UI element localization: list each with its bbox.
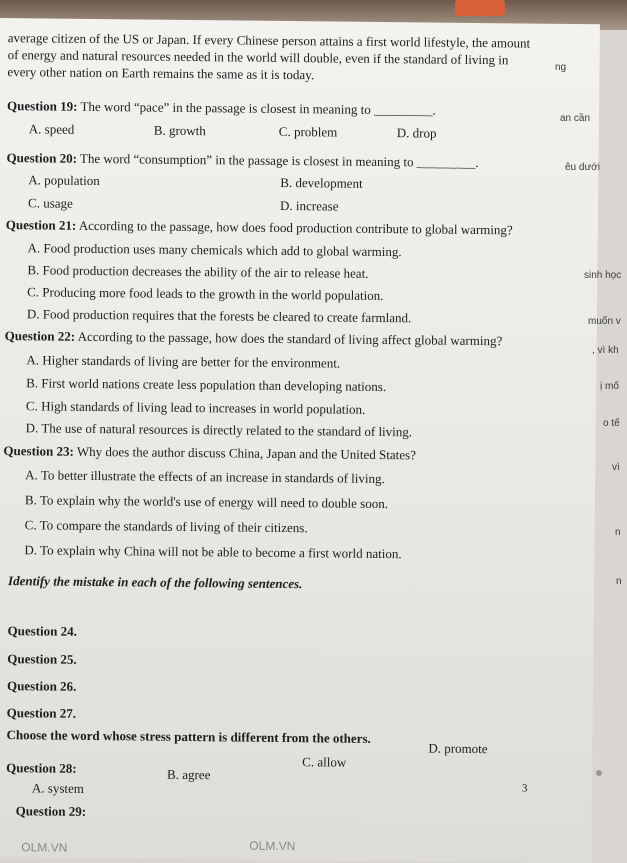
q19-option-a[interactable]: A. speed bbox=[28, 121, 75, 137]
margin-note-7: ị mố bbox=[600, 381, 619, 392]
q22-option-a[interactable]: A. Higher standards of living are better for the environment. bbox=[26, 352, 341, 371]
question-20-stem: The word “consumption” in the passage is closest in meaning to _________. bbox=[76, 150, 479, 171]
margin-note-3: êu dưới bbox=[565, 162, 600, 173]
margin-note-1: ng bbox=[555, 62, 567, 73]
question-29: Question 29: bbox=[15, 803, 87, 819]
question-22-label: Question 22: bbox=[4, 328, 76, 344]
question-21-label: Question 21: bbox=[5, 217, 77, 233]
q20-option-d[interactable]: D. increase bbox=[279, 197, 339, 214]
question-28: Question 28: bbox=[6, 760, 77, 776]
q22-option-d[interactable]: D. The use of natural resources is directly related to the standard of living. bbox=[25, 420, 413, 440]
q20-option-b[interactable]: B. development bbox=[280, 174, 363, 191]
worksheet-page bbox=[0, 18, 600, 863]
question-21-stem: According to the passage, how does food production contribute to global warming? bbox=[76, 217, 513, 238]
margin-note-5: muốn v bbox=[588, 316, 621, 327]
q23-option-d[interactable]: D. To explain why China will not be able to become a first world nation. bbox=[24, 542, 402, 562]
question-22-stem: According to the passage, how does the standard of living affect global warming? bbox=[75, 328, 503, 349]
q23-option-c[interactable]: C. To compare the standards of living of their citizens. bbox=[24, 517, 308, 536]
question-23-label: Question 23: bbox=[3, 443, 74, 459]
question-25: Question 25. bbox=[7, 651, 77, 667]
q19-option-d[interactable]: D. drop bbox=[396, 125, 437, 141]
question-27: Question 27. bbox=[6, 705, 77, 721]
question-23-stem: Why does the author discuss China, Japan and the United States? bbox=[73, 443, 416, 463]
q22-option-b[interactable]: B. First world nations create less population than developing nations. bbox=[26, 375, 387, 395]
q23-option-a[interactable]: A. To better illustrate the effects of an increase in standards of living. bbox=[25, 467, 385, 487]
section-identify-mistake: Identify the mistake in each of the following sentences. bbox=[8, 573, 303, 592]
sticker-decoration bbox=[455, 0, 505, 16]
section-stress-pattern: Choose the word whose stress pattern is different from the others. bbox=[6, 727, 371, 746]
question-20 bbox=[6, 150, 478, 170]
question-22 bbox=[5, 328, 503, 348]
q19-option-c[interactable]: C. problem bbox=[278, 123, 338, 140]
q28-option-d[interactable]: D. promote bbox=[428, 740, 488, 757]
q21-option-c[interactable]: C. Producing more food leads to the growth in the world population. bbox=[27, 284, 384, 304]
page-number: 3 bbox=[521, 782, 528, 795]
q28-option-c[interactable]: C. allow bbox=[302, 754, 347, 770]
margin-note-10: n bbox=[615, 527, 621, 538]
q21-option-d[interactable]: D. Food production requires that the forests be cleared to create farmland. bbox=[26, 306, 412, 326]
q20-option-a[interactable]: A. population bbox=[28, 172, 100, 189]
margin-note-4: sinh học bbox=[584, 270, 622, 281]
question-24: Question 24. bbox=[7, 623, 78, 639]
q20-option-c[interactable]: C. usage bbox=[27, 195, 73, 211]
q21-option-b[interactable]: B. Food production decreases the ability of the air to release heat. bbox=[27, 262, 369, 281]
question-26: Question 26. bbox=[6, 678, 77, 694]
q22-option-c[interactable]: C. High standards of living lead to increases in world population. bbox=[25, 398, 366, 417]
margin-note-2: an cần bbox=[560, 113, 591, 124]
question-19 bbox=[7, 98, 436, 117]
watermark-right: OLM.VN bbox=[249, 838, 296, 854]
q19-option-b[interactable]: B. growth bbox=[153, 122, 206, 139]
intro-line-3: every other nation on Earth remains the same as it is today. bbox=[7, 64, 315, 83]
margin-note-9: vì bbox=[612, 462, 620, 473]
hole-punch-mark bbox=[596, 770, 602, 776]
watermark-left: OLM.VN bbox=[21, 840, 68, 855]
question-20-label: Question 20: bbox=[6, 150, 78, 166]
question-19-stem: The word “pace” in the passage is closest in meaning to _________. bbox=[77, 98, 436, 118]
question-21 bbox=[6, 217, 513, 237]
question-19-label: Question 19: bbox=[7, 98, 78, 114]
q28-option-a[interactable]: A. system bbox=[31, 780, 85, 796]
q21-option-a[interactable]: A. Food production uses many chemicals which add to global warming. bbox=[27, 240, 402, 260]
q23-option-b[interactable]: B. To explain why the world's use of energy will need to double soon. bbox=[24, 492, 389, 512]
intro-line-2: of energy and natural resources needed in the world will double, even if the standard of living in bbox=[7, 47, 509, 68]
margin-note-11: n bbox=[616, 576, 622, 587]
question-23 bbox=[3, 443, 416, 462]
margin-note-6: , vì kh bbox=[592, 345, 619, 356]
q28-option-b[interactable]: B. agree bbox=[167, 766, 211, 783]
margin-note-8: o tế bbox=[603, 418, 620, 429]
intro-line-1: average citizen of the US or Japan. If every Chinese person attains a first world lifestyle, the amount bbox=[7, 30, 531, 51]
